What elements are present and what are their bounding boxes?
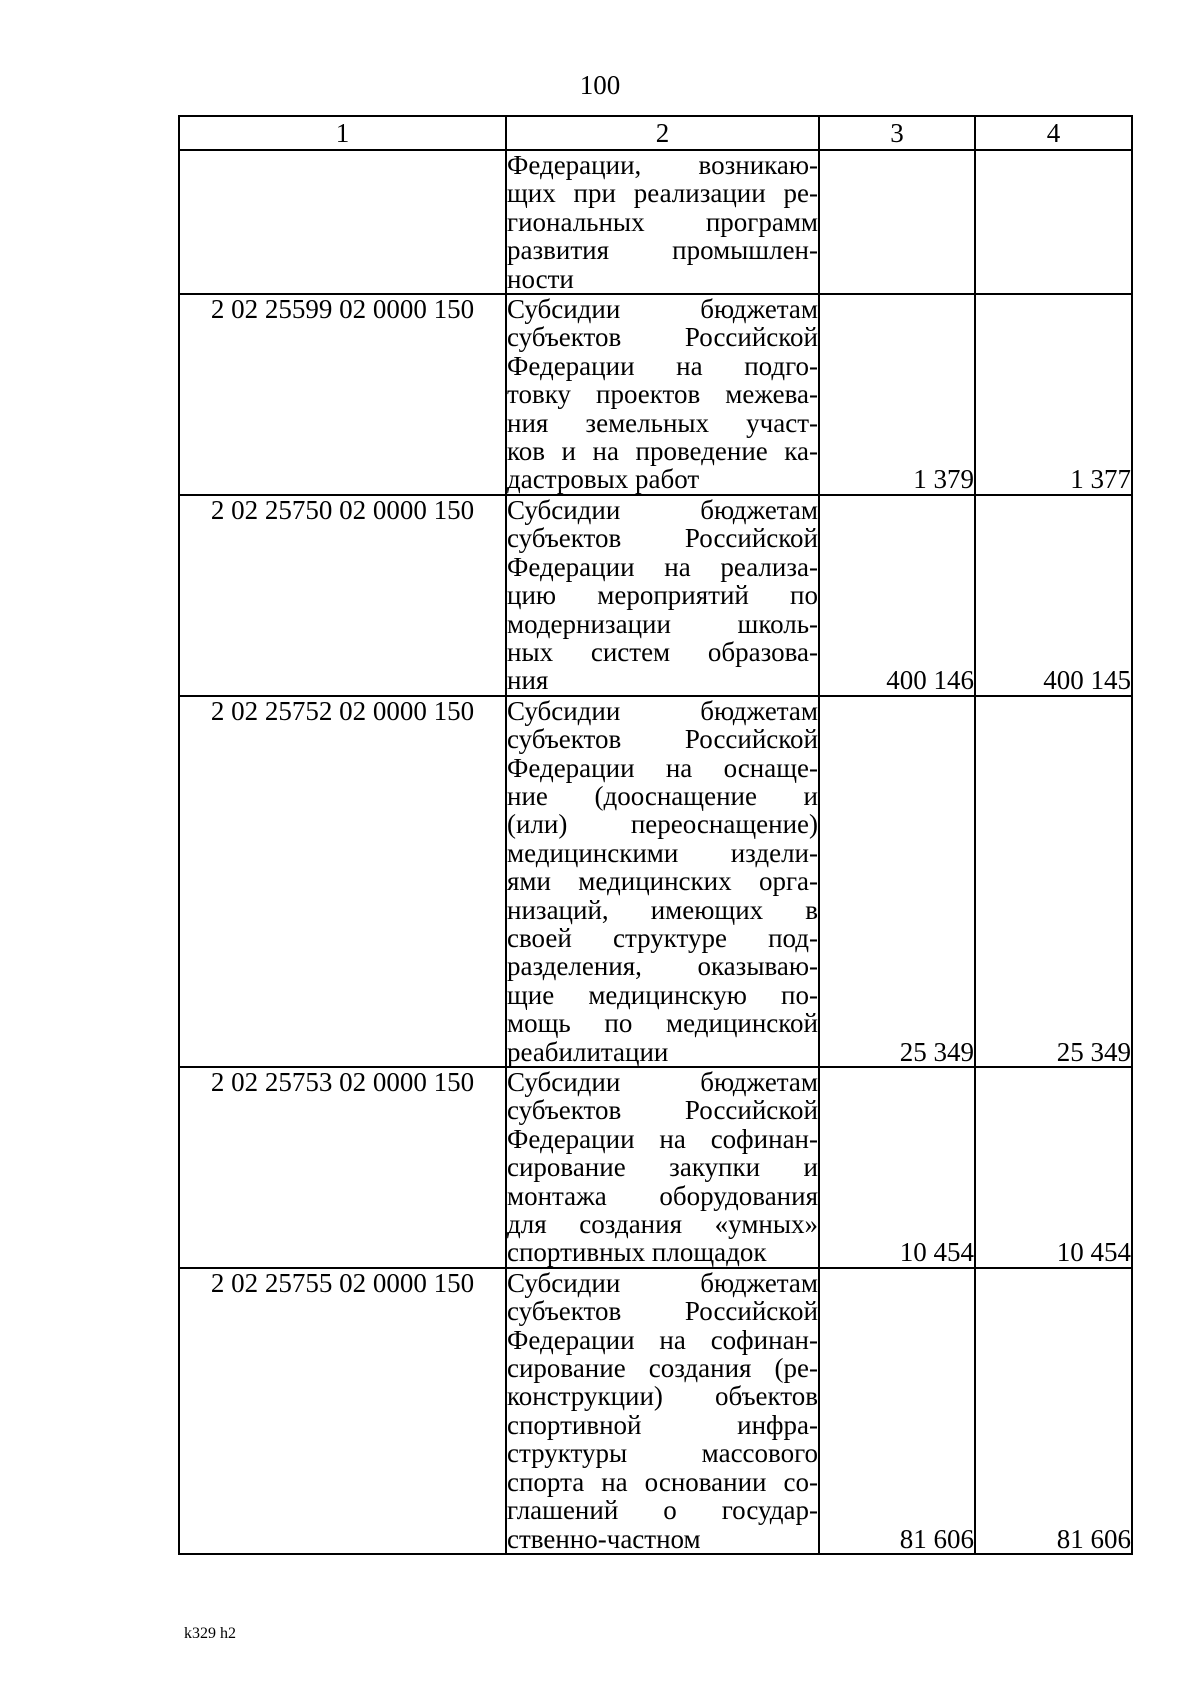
description-cell: [506, 696, 819, 1067]
value-col3-cell: 10 454: [819, 1067, 975, 1268]
description-line: щих при реализации ре-: [507, 178, 818, 209]
description-line: развития промышлен-: [507, 235, 818, 266]
description-line: мощь по медицинской: [507, 1008, 818, 1039]
value-col4-cell: 1 377: [975, 294, 1132, 495]
description-line: своей структуре под-: [507, 922, 818, 953]
description-line: ния земельных участ-: [507, 407, 818, 438]
description-line: субъектов Российской: [507, 1296, 818, 1327]
value-col3-cell: 1 379: [819, 294, 975, 495]
description-line: Субсидии бюджетам: [507, 1267, 818, 1298]
description-line: для создания «умных»: [507, 1209, 818, 1240]
description-line: Субсидии бюджетам: [507, 1067, 818, 1097]
table-body: [179, 150, 1132, 1554]
description-line: субъектов Российской: [507, 523, 818, 554]
description-line: Федерации на подго-: [507, 350, 818, 381]
budget-code-cell: [179, 150, 506, 294]
description-line: щие медицинскую по-: [507, 979, 818, 1010]
description-line: товку проектов межева-: [507, 379, 818, 410]
description-line: модернизации школь-: [507, 608, 818, 639]
table-row: [179, 495, 1132, 696]
description-line: сирование создания (ре-: [507, 1353, 818, 1384]
budget-code-cell: 2 02 25753 02 0000 150: [179, 1067, 506, 1268]
description-line: субъектов Российской: [507, 1095, 818, 1126]
budget-code-cell: 2 02 25599 02 0000 150: [179, 294, 506, 495]
description-line: сирование закупки и: [507, 1152, 818, 1183]
description-line: Федерации на реализа-: [507, 551, 818, 582]
description-line: реабилитации: [507, 1036, 669, 1067]
description-line: спорта на основании со-: [507, 1466, 818, 1497]
description-line: ков и на проведение ка-: [507, 436, 818, 467]
description-line: структуры массового: [507, 1438, 818, 1469]
budget-table: [178, 115, 1133, 1555]
description-line: ных систем образова-: [507, 636, 818, 667]
value-col3-cell: 81 606: [819, 1268, 975, 1554]
column-header-2: 2: [506, 116, 819, 150]
description-line: Федерации на софинан-: [507, 1324, 818, 1355]
column-header-1: 1: [179, 116, 506, 150]
description-line: Субсидии бюджетам: [507, 695, 818, 726]
description-line: дастровых работ: [507, 464, 700, 495]
description-line: субъектов Российской: [507, 724, 818, 755]
column-header-3: 3: [819, 116, 975, 150]
description-line: спортивных площадок: [507, 1237, 767, 1268]
description-cell: [506, 1067, 819, 1268]
value-col3-cell: 400 146: [819, 495, 975, 696]
description-line: ния: [507, 665, 549, 696]
header-row: [179, 116, 1132, 150]
value-col4-cell: 81 606: [975, 1268, 1132, 1554]
footer-code: k329 h2: [184, 1625, 236, 1642]
table-row: [179, 294, 1132, 495]
value-col4-cell: 10 454: [975, 1067, 1132, 1268]
description-line: конструкции) объектов: [507, 1381, 818, 1412]
description-line: ности: [507, 263, 574, 294]
budget-code-cell: 2 02 25755 02 0000 150: [179, 1268, 506, 1554]
description-line: глашений о государ-: [507, 1495, 818, 1526]
column-header-4: 4: [975, 116, 1132, 150]
description-line: спортивной инфра-: [507, 1409, 818, 1440]
description-cell: [506, 294, 819, 495]
description-line: ние (дооснащение и: [507, 780, 818, 811]
description-line: монтажа оборудования: [507, 1180, 818, 1211]
budget-code-cell: 2 02 25752 02 0000 150: [179, 696, 506, 1067]
description-line: низаций, имеющих в: [507, 894, 818, 925]
description-cell: [506, 495, 819, 696]
description-line: Субсидии бюджетам: [507, 494, 818, 525]
description-line: Федерации на софинан-: [507, 1123, 818, 1154]
description-cell: [506, 1268, 819, 1554]
table-row: [179, 1067, 1132, 1268]
description-line: субъектов Российской: [507, 322, 818, 353]
table-row: [179, 1268, 1132, 1554]
description-line: медицинскими издели-: [507, 837, 818, 868]
description-line: цию мероприятий по: [507, 580, 818, 611]
value-col3-cell: 25 349: [819, 696, 975, 1067]
description-line: ями медицинских орга-: [507, 866, 818, 897]
value-col4-cell: 400 145: [975, 495, 1132, 696]
description-line: гиональных программ: [507, 206, 818, 237]
description-line: разделения, оказываю-: [507, 951, 818, 982]
budget-code-cell: 2 02 25750 02 0000 150: [179, 495, 506, 696]
description-cell: [506, 150, 819, 294]
description-line: ственно-частном: [507, 1523, 701, 1554]
description-line: (или) переоснащение): [507, 809, 818, 840]
table-row: [179, 696, 1132, 1067]
description-line: Федерации на оснаще-: [507, 752, 818, 783]
page-number: 100: [579, 70, 621, 100]
description-line: Субсидии бюджетам: [507, 294, 818, 325]
description-line: Федерации, возникаю-: [507, 150, 818, 180]
value-col4-cell: 25 349: [975, 696, 1132, 1067]
table-row: [179, 150, 1132, 294]
value-col4-cell: [975, 150, 1132, 294]
value-col3-cell: [819, 150, 975, 294]
